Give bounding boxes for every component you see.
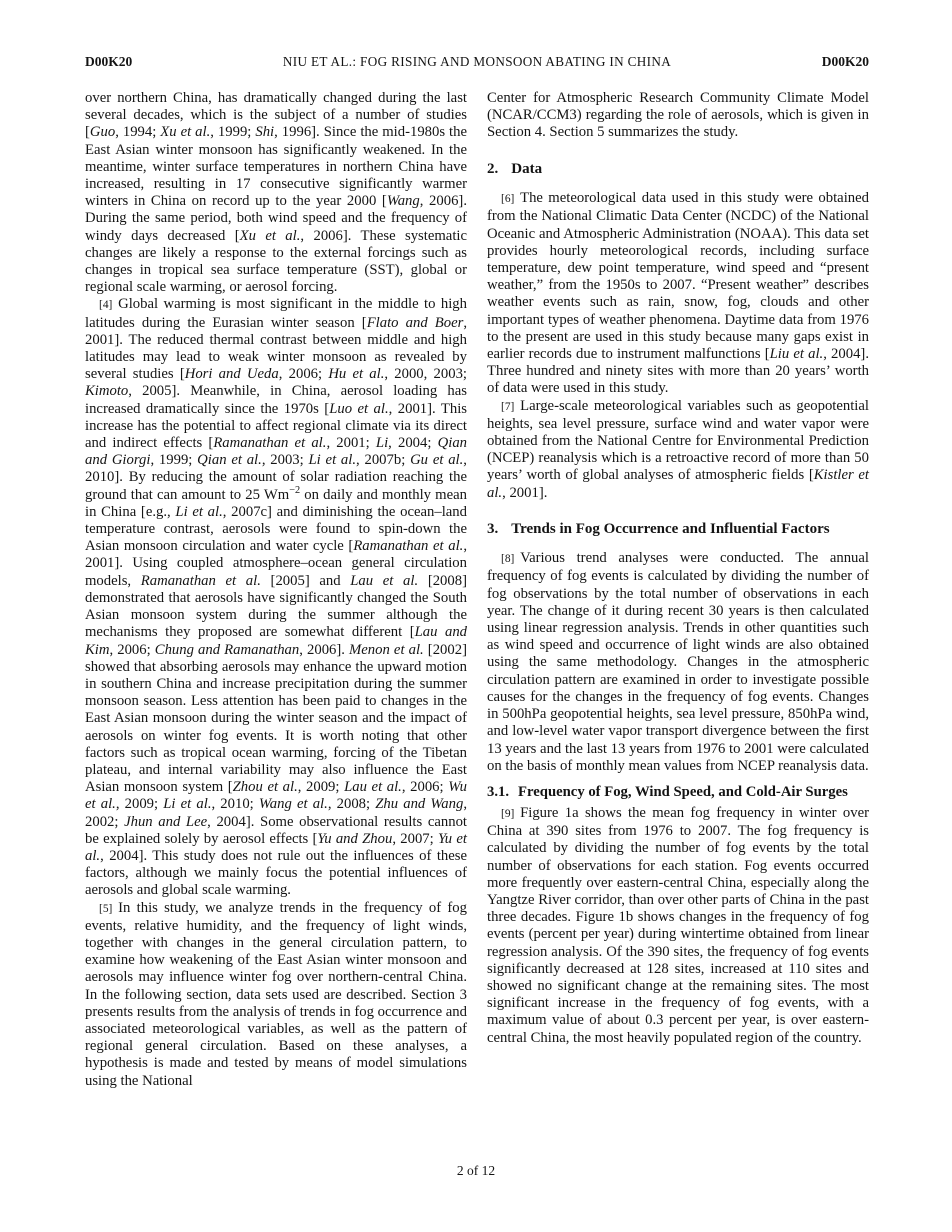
citation-author: Ramanathan et al. — [353, 538, 464, 555]
page-footer — [0, 1163, 952, 1179]
paper-code-right: D00K20 — [821, 54, 869, 69]
body-text: , 1999; — [150, 452, 198, 469]
paragraph-8 — [487, 550, 869, 775]
citation-author: Shi — [255, 124, 275, 141]
body-text: , 2009; — [115, 796, 164, 813]
paragraph-number: [9] — [501, 807, 521, 820]
section-heading — [487, 520, 869, 539]
body-text: Various trend analyses were conducted. The annual frequency of fog events is calculated by dividing the number of fog observations by the total number of observations in each year. The change of it during recent 30 years is then calculated using linear regression analysis. Trends in other quantities such as wind speed and occurrence of light winds are also obtained using the same methodology. Changes in the atmospheric circulation pattern are examined in order to investigate possible causes for the changes in the frequency of fog events. Changes in 500hPa geopotential heights, sea level pressure, 850hPa wind, and low-level water vapor transport divergence between the first 13 years and the last 13 years from 1976 to 2001 were calculated on the basis of monthly mean values from NCEP reanalysis data. — [487, 550, 869, 774]
citation-author: Flato and Boer — [366, 314, 464, 331]
body-text: Global warming is most significant in the middle to high latitudes during the Eurasian winter season [ — [85, 296, 467, 331]
body-text: , 2001]. Using coupled atmosphere–ocean general circulation models, — [85, 538, 467, 589]
citation-author: Yu and Zhou — [317, 830, 393, 847]
body-text: , 2004]. This study does not rule out the influences of these factors, although we mainly focus the potential influences of aerosols and global scale warming. — [85, 847, 467, 899]
body-text: , 2004]. Some observational results cannot be explained solely by aerosol effects [ — [85, 813, 467, 847]
paragraph-5 — [85, 900, 467, 1090]
body-text: , 2001]. The reduced thermal contrast between middle and high latitudes may lead to weak winter monsoon as revealed by several studies [ — [85, 314, 468, 383]
citation-author: Li — [375, 435, 389, 452]
citation-author: Zhu and Wang — [375, 796, 464, 813]
paragraph-6 — [487, 190, 869, 397]
body-text: , 2006]. During the same period, both wind speed and the frequency of windy days decreased [ — [85, 193, 467, 244]
heading-number: 2. — [487, 160, 499, 177]
heading-title: Frequency of Fog, Wind Speed, and Cold-Air Surges — [518, 783, 848, 800]
page-number: 2 of 12 — [456, 1163, 496, 1178]
body-text: , 2006]. These systematic changes are likely a response to the external forcings such as changes in tropical sea surface temperature (SST), global or regional scale warming, or aerosol forcing. — [85, 227, 467, 296]
body-text: , 2004; — [388, 435, 438, 452]
heading-title: Data — [511, 160, 543, 177]
body-text: In this study, we analyze trends in the frequency of fog events, relative humidity, and the frequency of light winds, together with changes in the general circulation pattern, to examine how weakening of the East Asian winter monsoon and aerosols may influence winter fog over northern-central China. In the following section, data sets used are described. Section 3 presents results from the analysis of trends in fog occurrence and associated meteorological variables, as well as the pattern of regional general circulation. Based on these analyses, a hypothesis is made and tested by means of model simulations using the National — [85, 899, 467, 1089]
citation-author: Hu et al. — [328, 366, 385, 383]
paragraph-number: [7] — [501, 400, 521, 413]
body-text: , 2006; — [109, 641, 155, 658]
paragraph-continuation — [487, 90, 869, 142]
body-text: Figure 1a shows the mean fog frequency in winter over China at 390 sites from 1976 to 2007. The fog frequency is calculated by dividing the number of fog events by the total number of observations for each station. Fog events occurred more frequently over eastern-central China, especially along the Yangtze River corridor, than over other parts of China in the past three decades. Figure 1b shows changes in the frequency of fog events (percent per year) during wintertime obtained from linear regression analysis. Of the 390 sites, the frequency of fog events significantly decreased at 128 sites, increased at 110 sites and showed no significant change at the remaining sites. The most significant increase in the frequency of fog events, with a maximum value of about 0.3 percent per year, is over eastern-central China, the most heavily populated region of the country. — [487, 804, 869, 1046]
body-text: , 2009; — [297, 779, 345, 796]
body-text: , 2006; — [278, 366, 329, 383]
body-text: , 1996]. Since the mid-1980s the East Asian winter monsoon has significantly weakened. In the meantime, winter surface temperatures in northern China have increased, resulting in 17 consecutive significantly warmer winters in China on record up to the year 2000 [ — [85, 124, 467, 210]
citation-author: Guo — [89, 124, 116, 141]
body-text: Large-scale meteorological variables such as geopotential heights, sea level pressure, surface wind and water vapor were obtained from the National Centre for Environmental Prediction (NCEP) reanalysis which is a retroactive record of more than 50 years’ worth of global analyses of atmospheric fields [ — [487, 397, 869, 484]
body-text: , 1994; — [115, 124, 161, 141]
citation-author: Hori and Ueda — [184, 366, 279, 383]
heading-title: Trends in Fog Occurrence and Influential Factors — [511, 520, 830, 537]
body-text: [2002] showed that absorbing aerosols may enhance the upward motion in southern China and increase precipitation during the summer monsoon season. Less attention has been paid to changes in the East Asian monsoon during the winter season and the impact of aerosols on winter fog events. It is worth noting that other factors such as tropical ocean warming, forcing of the Tibetan plateau, and internal variability may also influence the East Asian monsoon system [ — [85, 641, 467, 796]
body-text: , 2007c] and diminishing the ocean–land temperature contrast, aerosols were found to spin-down the Asian monsoon circulation and water cycle [ — [85, 503, 467, 555]
paper-code-left: D00K20 — [85, 54, 133, 69]
body-text: over northern China, has dramatically changed during the last several decades, which is the subject of a number of studies [ — [85, 90, 467, 141]
two-column-body — [85, 90, 869, 1090]
citation-author: Lau et al. — [350, 572, 419, 589]
section-heading — [487, 160, 869, 179]
citation-author: Wang — [386, 193, 420, 210]
paragraph-4 — [85, 296, 467, 899]
heading-number: 3. — [487, 520, 499, 537]
citation-author: Ramanathan et al. — [213, 435, 327, 452]
body-text: , 1999; — [210, 124, 256, 141]
body-text: , 2002; — [85, 796, 468, 830]
body-text: Center for Atmospheric Research Community Climate Model (NCAR/CCM3) regarding the role of aerosols, which is given in Section 4. Section 5 summarizes the study. — [487, 90, 869, 141]
citation-author: Lau and Kim — [85, 624, 468, 658]
citation-author: Chung and Ramanathan — [154, 641, 300, 658]
body-text: , 2000, 2003; — [384, 366, 467, 383]
left-column — [85, 90, 467, 1090]
body-text: , 2003; — [261, 452, 309, 469]
paragraph-number: [6] — [501, 193, 521, 206]
paragraph-number: [4] — [99, 299, 119, 312]
body-text: , 2001; — [326, 435, 376, 452]
body-text: , 2010]. By reducing the amount of solar radiation reaching the ground that can amount to 25 Wm — [85, 452, 467, 503]
citation-author: Ramanathan et al. — [140, 572, 261, 589]
citation-author: Xu et al. — [239, 227, 301, 244]
subsection-heading — [487, 783, 869, 801]
running-title: NIU ET AL.: FOG RISING AND MONSOON ABATING IN CHINA — [282, 54, 672, 69]
citation-author: Qian et al. — [197, 452, 262, 469]
citation-author: Wang et al. — [258, 796, 328, 813]
body-text: , 2007b; — [356, 452, 411, 469]
body-text: , 2006]. — [299, 641, 350, 658]
citation-author: Li et al. — [308, 452, 357, 469]
body-text: on daily and monthly mean in China [e.g., — [85, 486, 467, 520]
body-text: , 2001]. This increase has the potential to affect regional climate via its direct and indirect effects [ — [85, 400, 467, 452]
citation-author: Kistler et al. — [487, 467, 870, 501]
citation-author: Luo et al. — [329, 400, 389, 417]
body-text: The meteorological data used in this study were obtained from the National Climatic Data Center (NCDC) of the National Oceanic and Atmospheric Administration (NOAA). This data set provides hourly meteorological records, including surface temperature, dew point temperature, wind speed and “present weather,” from the 1950s to 2007. “Present weather” describes weather events such as rain, snow, fog, clouds and other important types of weather phenomena. Daytime data from 1976 to the present are used in this study because many gaps exist in earlier records due to instrument malfunctions [ — [487, 190, 869, 362]
body-text: , 2005]. Meanwhile, in China, aerosol loading has increased dramatically since the 1970s [ — [85, 383, 467, 417]
citation-author: Qian and Giorgi — [85, 435, 467, 469]
citation-author: Zhou et al. — [232, 779, 298, 796]
body-text: , 2004]. Three hundred and ninety sites with more than 20 years’ worth of data were used in this study. — [487, 345, 869, 397]
heading-number: 3.1. — [487, 783, 510, 800]
body-text: , 2010; — [211, 796, 259, 813]
citation-author: Liu et al. — [769, 345, 824, 362]
paragraph-continuation — [85, 90, 467, 296]
citation-author: Menon et al. — [349, 641, 424, 658]
body-text: [2008] demonstrated that aerosols have significantly changed the South Asian monsoon system during the summer although the mechanisms they proposed are somewhat different [ — [85, 572, 467, 641]
right-column — [487, 90, 869, 1090]
citation-author: Yu et al. — [85, 830, 467, 864]
paragraph-9 — [487, 805, 869, 1047]
citation-author: Wu et al. — [85, 779, 467, 813]
body-text: , 2007; — [392, 830, 438, 847]
body-text: , 2008; — [327, 796, 376, 813]
citation-author: Li et al. — [163, 796, 212, 813]
body-text: , 2006; — [401, 779, 449, 796]
body-text: , 2001]. — [502, 484, 548, 501]
citation-author: Jhun and Lee — [124, 813, 208, 830]
citation-author: Xu et al. — [160, 124, 211, 141]
citation-author: Kimoto — [85, 383, 129, 400]
citation-author: Li et al. — [175, 503, 223, 520]
superscript: −2 — [289, 484, 301, 496]
citation-author: Gu et al. — [410, 452, 464, 469]
paragraph-number: [8] — [501, 553, 521, 566]
paragraph-number: [5] — [99, 902, 119, 915]
running-header — [85, 54, 869, 70]
citation-author: Lau et al. — [344, 779, 402, 796]
body-text: [2005] and — [260, 572, 351, 589]
paragraph-7 — [487, 398, 869, 502]
